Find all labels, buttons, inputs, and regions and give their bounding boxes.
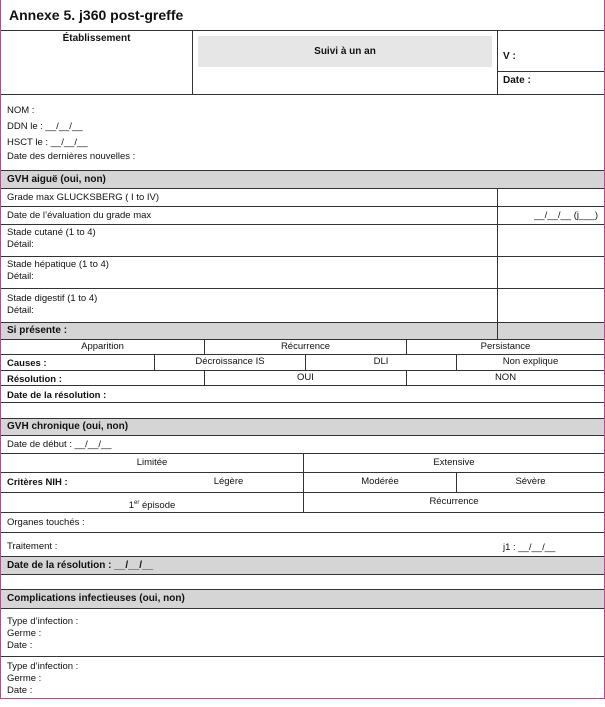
persistance-option: Persistance [406, 340, 604, 354]
grade-max-label: Grade max GLUCKSBERG ( I to IV) [7, 192, 160, 203]
patient-info [1, 95, 604, 171]
date-eval-row [1, 207, 604, 225]
date-eval-label: Date de l’évaluation du grade max [7, 210, 152, 221]
episode-row [1, 493, 604, 513]
date-label: Date : [503, 75, 531, 86]
criteres-nih-row [1, 473, 604, 493]
causes-row [1, 355, 604, 371]
date-debut-field: Date de début : __/__/__ [7, 439, 112, 450]
infection-block-2-text: Type d’infection : Germe : Date : [7, 661, 79, 696]
gvh-aigue-header: GVH aiguë (oui, non) [1, 171, 604, 189]
gvh-chronique-header: GVH chronique (oui, non) [1, 419, 604, 436]
date-eval-value: __/__/__ (j___) [497, 207, 604, 224]
stade-digestif-row [1, 289, 604, 323]
si-presente-row [1, 323, 604, 340]
traitement-label: Traitement : [7, 541, 58, 552]
causes-label: Causes : [7, 358, 47, 369]
etendue-row [1, 454, 604, 473]
decroissance-option: Décroissance IS [154, 355, 305, 370]
extensive-option: Extensive [303, 454, 604, 472]
evolution-row [1, 340, 604, 355]
version-date-cell [497, 31, 604, 94]
stade-hepatique-row [1, 257, 604, 289]
infection-block-1-text: Type d’infection : Germe : Date : [7, 616, 79, 651]
stade-cutane-label: Stade cutané (1 to 4) Détail: [7, 227, 96, 250]
stade-digestif-label: Stade digestif (1 to 4) Détail: [7, 293, 98, 316]
version-label: V : [503, 51, 516, 62]
j1-field: j1 : __/__/__ [503, 542, 556, 553]
non-option: NON [406, 371, 604, 385]
suivi-cell [192, 31, 497, 94]
spacer-row [1, 403, 604, 419]
traitement-row [1, 533, 604, 557]
organes-label: Organes touchés : [7, 517, 85, 528]
organes-row [1, 513, 604, 533]
moderee-option: Modérée [303, 473, 456, 492]
header-row [1, 31, 604, 95]
stade-cutane-row [1, 225, 604, 257]
severe-option: Sévère [456, 473, 604, 492]
etablissement-label: Établissement [62, 33, 131, 44]
complications-header: Complications infectieuses (oui, non) [1, 590, 604, 609]
premier-episode-option: 1er épisode [128, 500, 176, 512]
infection-block-1 [1, 609, 604, 657]
limitee-option: Limitée [136, 457, 168, 468]
si-presente-label: Si présente : [7, 325, 68, 336]
dli-option: DLI [305, 355, 456, 370]
nom-field: NOM : [7, 105, 35, 116]
ddn-field: DDN le : __/__/__ [7, 121, 83, 132]
resolution-row [1, 371, 604, 386]
hsct-field: HSCT le : __/__/__ [7, 137, 88, 148]
oui-option: OUI [204, 371, 406, 385]
recurrence-option: Récurrence [204, 340, 406, 354]
suivi-label: Suivi à un an [198, 36, 492, 67]
date-resolution-aigue-row [1, 386, 604, 403]
page-title: Annexe 5. j360 post-greffe [1, 0, 604, 31]
spacer-row-2 [1, 575, 604, 590]
resolution-label: Résolution : [7, 374, 62, 385]
date-resolution-aigue-label: Date de la résolution : [7, 390, 107, 401]
legere-option: Légère [213, 476, 244, 487]
recurrence-chronique-option: Récurrence [303, 493, 604, 512]
stade-hepatique-label: Stade hépatique (1 to 4) Détail: [7, 259, 109, 282]
apparition-option: Apparition [81, 341, 124, 352]
non-explique-option: Non explique [456, 355, 604, 370]
dernieres-nouvelles-field: Date des dernières nouvelles : [7, 151, 136, 162]
criteres-nih-label: Critères NIH : [7, 477, 68, 488]
date-debut-row [1, 436, 604, 454]
grade-max-row [1, 189, 604, 207]
date-resolution-chronique-row: Date de la résolution : __/__/__ [1, 557, 604, 575]
